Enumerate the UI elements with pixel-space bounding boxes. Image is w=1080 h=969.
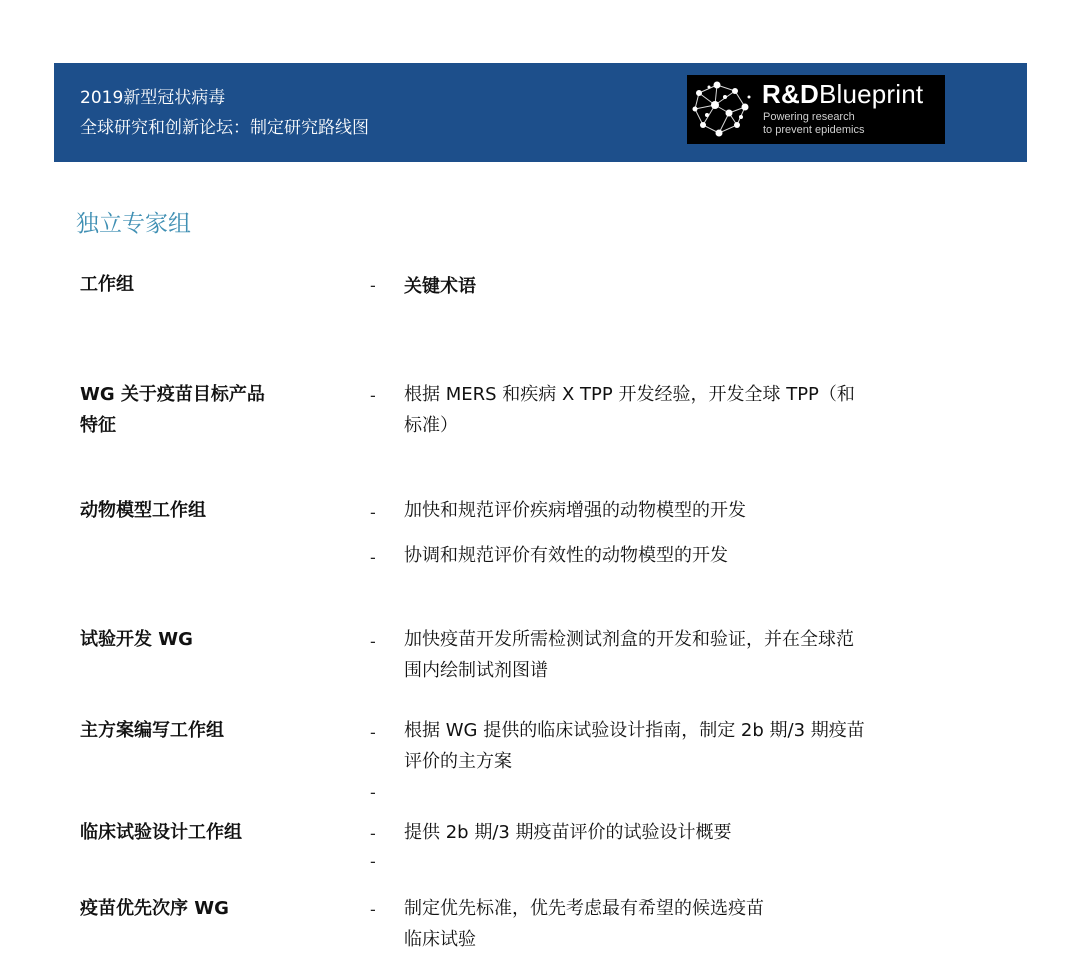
dash-marker: - [370, 900, 376, 919]
group-name: 主方案编写工作组 [80, 720, 224, 741]
dash-marker: - [370, 852, 376, 871]
dash-marker: - [370, 783, 376, 802]
header-banner [54, 63, 1027, 162]
group-name: 临床试验设计工作组 [80, 822, 242, 843]
dash-marker: - [370, 723, 376, 742]
group-description: 根据 MERS 和疾病 X TPP 开发经验，开发全球 TPP（和 标准） [404, 384, 855, 436]
group-name: 疫苗优先次序 WG [80, 898, 229, 919]
logo-tagline-2: to prevent epidemics [763, 124, 865, 136]
column-header-key-terms: 关键术语 [404, 276, 476, 297]
dash-marker: - [370, 632, 376, 651]
group-name: 动物模型工作组 [80, 500, 206, 521]
logo-wordmark: R&DBlueprint [762, 79, 924, 109]
logo-tagline-1: Powering research [763, 111, 855, 123]
rd-blueprint-logo [687, 75, 945, 144]
dash-marker: - [370, 503, 376, 522]
dash-marker: - [370, 824, 376, 843]
dash-marker: - [370, 276, 376, 295]
dash-marker: - [370, 386, 376, 405]
network-globe-icon [687, 75, 757, 144]
group-description: 提供 2b 期/3 期疫苗评价的试验设计概要 [404, 822, 732, 843]
group-name: WG 关于疫苗目标产品 特征 [80, 384, 265, 436]
dash-marker: - [370, 548, 376, 567]
section-title: 独立专家组 [76, 211, 191, 237]
group-description: 制定优先标准，优先考虑最有希望的候选疫苗 临床试验 [404, 898, 764, 950]
banner-title-line1: 2019新型冠状病毒 [80, 88, 226, 108]
banner-title-line2: 全球研究和创新论坛：制定研究路线图 [80, 118, 369, 138]
group-name: 试验开发 WG [80, 629, 193, 650]
column-header-working-group: 工作组 [80, 274, 134, 295]
group-description: 根据 WG 提供的临床试验设计指南，制定 2b 期/3 期疫苗 评价的主方案 [404, 720, 865, 772]
group-description: 协调和规范评价有效性的动物模型的开发 [404, 545, 728, 566]
group-description: 加快疫苗开发所需检测试剂盒的开发和验证，并在全球范 围内绘制试剂图谱 [404, 629, 854, 681]
group-description: 加快和规范评价疾病增强的动物模型的开发 [404, 500, 746, 521]
